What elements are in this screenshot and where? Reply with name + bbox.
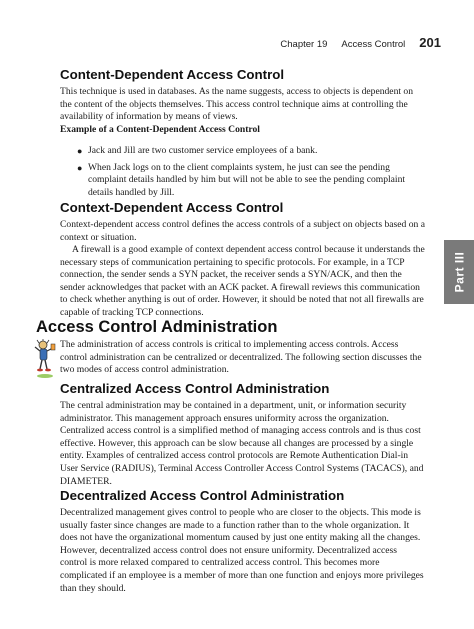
heading-content-dependent: Content-Dependent Access Control (60, 67, 285, 82)
part-tab-label: Part III (452, 251, 466, 293)
paragraph-centralized: The central administration may be contained in a department, unit, or information security administrator. This management approach ensures uniformity across the organization. Centralized access control is a simplified method of managing access controls and is thus cost effective. However, this approach can be slow because all changes are processed by a single entity. Examples of centralized access control protocols are Remote Authentication Dial-in User Service (RADIUS), Terminal Access Controller Access Control Systems (TACACS), and DIAMETER. (60, 400, 424, 487)
heading-decentralized: Decentralized Access Control Administration (60, 488, 345, 503)
paragraph-decentralized: Decentralized management gives control to people who are closer to the objects. This mode is usually faster since changes are made to a function rather than to the whole organization. It does not have the organizational momentum caused by just one entity making all the changes. However, decentralized access control does not ensure uniformity. Decentralized access control is more relaxed compared to centralized access control. This becomes more complicated if an employee is a member of more than one function and enjoys more privileges than they should. (60, 507, 424, 594)
example-label: Example of a Content-Dependent Access Control (60, 124, 260, 135)
part-tab (444, 240, 474, 304)
chapter-label: Chapter 19 (280, 39, 328, 50)
paragraph-context-dependent-2: A firewall is a good example of context dependent access control because it understands the necessary steps of communication pertaining to specific protocols. For example, in a TCP connection, the sender sends a SYN packet, the receiver sends a SYN/ACK, and then the sender acknowledges that packet with an ACK packet. A firewall reviews this communication to check whether anything is out of order. However, it should be noted that not all firewalls are capable of tracking TCP connections. (60, 244, 425, 318)
list-item: ● Jack and Jill are two customer service employees of a bank. (77, 145, 318, 156)
bullet-icon: ● (77, 162, 83, 173)
example-bullet-list (60, 145, 425, 203)
paragraph-administration: The administration of access controls is critical to implementing access controls. Access control administration can be centralized or decentralized. The following section discusses the two modes of access control administration. (60, 339, 422, 376)
paragraph-content-dependent: This technique is used in databases. As the name suggests, access to objects is dependent on the content of the objects themselves. This access control technique aims at controlling the availability of information by means of views. (60, 86, 414, 123)
paragraph-context-dependent-1: Context-dependent access control defines the access controls of a subject on objects based on a context or situation. (60, 219, 425, 243)
page-number: 201 (419, 35, 441, 50)
heading-access-control-administration: Access Control Administration (36, 318, 278, 336)
list-item: ● When Jack logs on to the client complaints system, he just can see the pending complaint details handled by him but will not be able to see the pending complaint details handled by Jill. (77, 161, 406, 198)
section-label: Access Control (341, 39, 406, 50)
heading-context-dependent: Context-Dependent Access Control (60, 200, 284, 215)
running-header (280, 35, 441, 50)
bullet-icon: ● (77, 146, 83, 156)
heading-centralized: Centralized Access Control Administration (60, 381, 330, 396)
mascot-icon (34, 339, 56, 379)
